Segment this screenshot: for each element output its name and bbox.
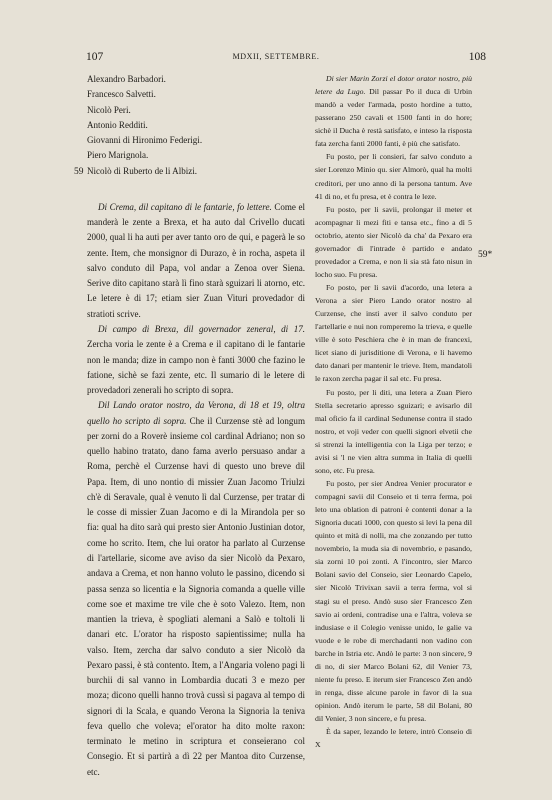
paragraph-salvo-conduto: Fu posto, per li consieri, far salvo conduto a sier Lorenzo Minio qu. sier Almorò, qual ha molti creditori, per uno anno di la persona tantum. Ave 41 di no, et fu presa, et è contra le leze. <box>315 152 472 201</box>
paragraph-conseio-x: È da saper, lezando le letere, intrò Conseio di X <box>315 727 472 750</box>
paragraph-venier: Fu posto, per sier Andrea Venier procurator e compagni savii dil Conseio et ti terra ferma, poi leto una oblation di patroni è contenti donar a la Signoria ducati 1000, con questo si levi la pena dil quinto et mità di nolli, ma che zonzando per tutto novembrio, la muda sia di novembrio, e pasando, sia zorni 10 poi zonti. A l'incontro, sier Marco Bolani savio del Conseio, sier Leonardo Capelo, sier Nicolò Trivixan savii a terra ferma, vol si stagi su el preso. Andò suso sier Francesco Zen savio ai ordeni, contradise una e l'altra, voleva se indusiase e il Colegio venisse unido, le galie va vuode e le robe di merchadanti non vadino con barche in Istria etc. Andò le parte: 3 non sincere, 9 di no, di sier Marco Bolani 62, dil Venier 73, niente fu preso. E iterum sier Francesco Zen andò in renga, disse alcune parole in favor di la sua opinion. Andò iterum le parte, 58 dil Bolani, 80 dil Venier, 3 non sincere, e fu presa. <box>315 478 472 724</box>
paragraph-zorzi <box>315 72 472 150</box>
paragraph-heading: Di Crema, dil capitano di le fantarie, fo lettere. <box>98 201 272 212</box>
name-item: Antonio Redditi. <box>87 119 148 130</box>
left-margin-note: 59 <box>74 167 84 177</box>
paragraph-text: Dil passar Po il duca di Urbin mandò a veder l'armada, posto hordine a tutto, passerano 250 cavali et 1500 fanti in do hore; sichè il Ducha è restà satisfato, e inteso la risposta fata zercha fanti 2000 fanti, è più che satisfato. <box>315 87 472 149</box>
paragraph-lando <box>87 398 305 780</box>
running-title: MDXII, SETTEMBRE. <box>232 52 320 61</box>
name-item: Nicolò Peri. <box>87 104 131 115</box>
name-item: Piero Marignola. <box>87 150 149 161</box>
paragraph-text: Che il Curzense stè ad longum per zorni do a Roverè insieme col cardinal Adriano; non so quello habino tratato, dano fama averlo persuaso andar a Roma, perchè el Curzense havi di questo uno breve dil Papa. Item, di uno nontio di missier Zuan Jacomo Triulzi ch'è di Seravale, qual è venuto lì dal Curzense, per tratar di le cosse di missier Zuan Jacomo e di la Mirandola per so fia: qual ha dito sarà qui presto sier Antonio Justinian dotor, come ho scrito. Item, che lui orator ha parlato al Curzense di l'artellarie, sicome ave aviso da sier Nicolò da Pexaro, andava a Crema, et non hanno voluto le passino, dicendo si passa senza so licentia e la Signoria comanda a quelle ville come soe et maxime tre vile che è soto Valezo. Item, non mantien la trieva, è spogliati alemani a Salò e toltoli li danari etc. L'orator ha risposto sapientissime; nulla ha valso. Item, zercha dar salvo conduto a sier Nicolò da Pexaro passi, è stà contento. Item, a l'Angaria voleno pagi li burchii di sal vanno in Lombardia ducati 3 e mezo per moza; dicono quelli hanno trovà cussì si pagava al tempo di signori di la Scala, e quando Verona la Signoria la teniva feva quello che voleva; el'orator ha dito molte raxon: terminato le metino in scriptura et conseierano col Consegio. Et si partirà a dì 22 per Mantoa dito Curzense, etc. <box>87 415 305 777</box>
right-page-number: 108 <box>468 51 486 63</box>
left-column <box>87 72 305 780</box>
paragraph-text: Come el manderà le zente a Brexa, et ha auto dal Crivello ducati 2000, qual li ha auti per aver tanto oro de qui, e pagerà le so zente. Item, che monsignor di Durazo, è in rocha, aspeta il salvo conduto dil Papa, vol andar a Zenoa over Siena. Serive dito capitano starà lì fino starà sguizari li atorno, etc. Le letere è di 17; etiam sier Zuan Vituri provedador di stratioti scrive. <box>87 201 306 319</box>
page-header <box>0 50 552 64</box>
paragraph-letera-stella: Fu posto, per li diti, una letera a Zuan Piero Stella secretario apresso sguizari; e avisarlo dil mal oficio fa il cardinal Sedunense contra il stado nostro, et voji veder con quelli signori elvetii che si strenzi la intelligentia con la Liga per terzo; e avisi si 'l ne vien altra summa in Italia di quelli sono, etc. Fu presa. <box>315 387 472 475</box>
paragraph-prolongar: Fu posto, per li savii, prolongar il meter et acompagnar li mezi fiti e tansa etc., fino a dì 5 octobrio, atento sier Nicolò da cha' da Pexaro era governador di l'intrade è partido e andato provedador a Crema, e non li sia stà fato nisun in locho suo. Fu presa. <box>315 204 472 279</box>
left-page-number: 107 <box>86 51 104 63</box>
name-list <box>87 72 305 179</box>
paragraph-heading: Dil Lando orator nostro, da Verona, di 18 et 19, oltra quello ho scripto di sopra. <box>87 400 305 426</box>
paragraph-crema <box>87 200 305 322</box>
name-item: Giovanni di Hironimo Federigi. <box>87 135 203 146</box>
paragraph-text: Zercha voria le zente è a Crema e il capitano di le fantarie non le manda; dize in campo non è fanti 3000 che fazino le fatione, sichè se fazi zente, etc. Il sumario di le letere di provedadori zenerali ho scripto di sopra. <box>87 339 305 396</box>
paragraph-heading: Di campo di Brexa, dil governador zeneral, di 17. <box>98 323 305 334</box>
name-item: Alexandro Barbadori. <box>87 74 166 84</box>
paragraph-campo-brexa <box>87 322 305 398</box>
name-item: Nicolò di Ruberto de li Albizi. <box>87 165 198 176</box>
right-margin-note: 59* <box>478 250 493 260</box>
name-item: Francesco Salvetti. <box>87 89 156 100</box>
paragraph-heading: Di sier Marin Zorzi el dotor orator nostro, più letere da Lugo. <box>315 74 472 97</box>
paragraph-letera-verona: Fo posto, per li savii d'acordo, una letera a Verona a sier Piero Lando orator nostro al Curzense, che insti aver il salvo conduto per l'artellarie e nui non romperemo la trieva, e quelle ville è soto Peschiera che è in man de francexi, licet siano di jurisditione di Verona, e li havemo dato danari per mantenir le trieve. Item, mandatoli le raxon zercha pagar il sal etc. Fu presa. <box>315 283 472 384</box>
right-column <box>315 72 472 751</box>
